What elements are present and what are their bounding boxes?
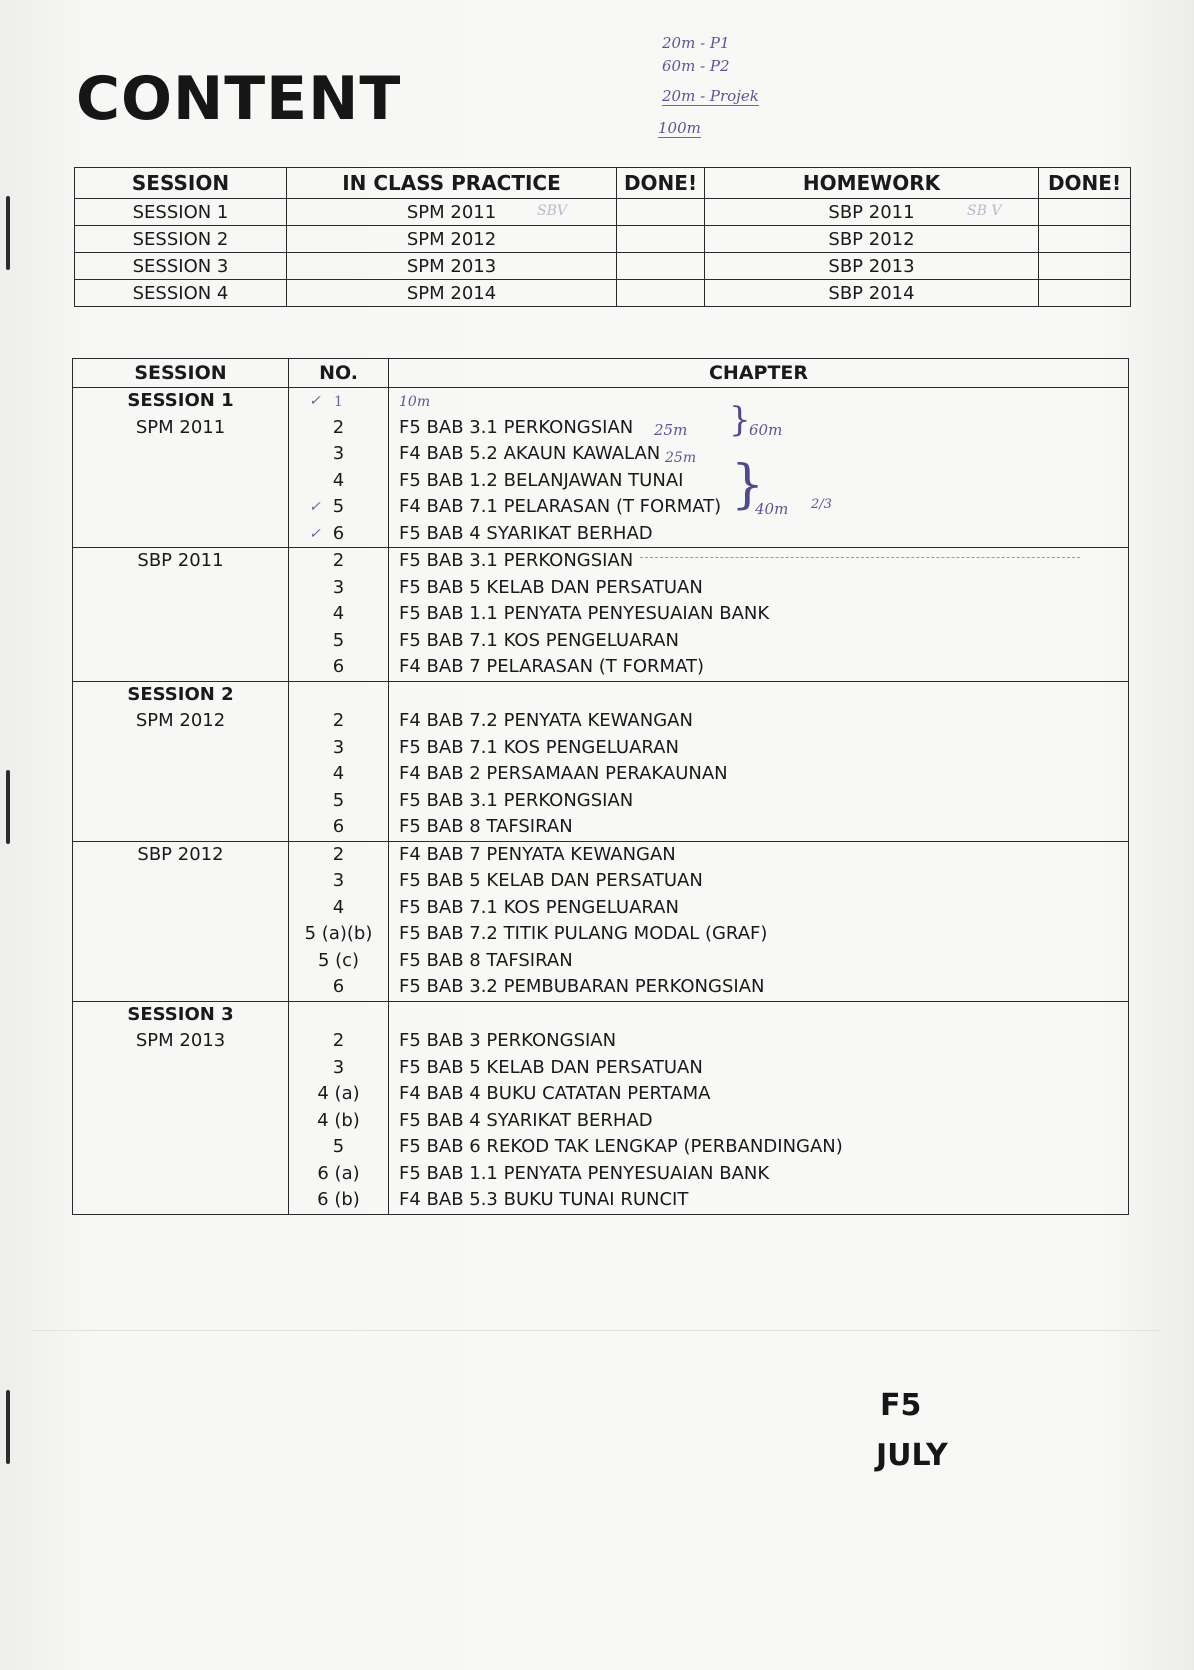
schedule-homework: SBP 2014	[705, 280, 1039, 307]
header-session: SESSION	[75, 168, 287, 199]
chapter-item: F5 BAB 1.1 PENYATA PENYESUAIAN BANK	[399, 1162, 770, 1184]
schedule-row	[75, 199, 1131, 226]
brace-icon: }	[731, 455, 765, 515]
schedule-homework: SBP 2011	[828, 201, 915, 223]
chapter-item: F5 BAB 3.1 PERKONGSIAN 25m } 60m	[399, 415, 1128, 442]
note-mark-total: 100m	[658, 119, 701, 137]
note-mark-projek: 20m - Projek	[662, 87, 759, 105]
group-paper: SPM 2013	[135, 1030, 226, 1051]
chapter-item: F4 BAB 2 PERSAMAAN PERAKAUNAN	[399, 763, 728, 784]
chapter-item	[399, 388, 1128, 415]
schedule-done-checkbox[interactable]	[617, 253, 705, 280]
header-no: NO.	[289, 359, 389, 388]
chapter-header-row	[73, 359, 1129, 388]
paper-fold-line	[30, 1330, 1160, 1331]
chapter-item: F5 BAB 7.1 KOS PENGELUARAN	[399, 629, 679, 651]
schedule-session: SESSION 1	[75, 199, 287, 226]
schedule-table	[74, 167, 1131, 307]
chapter-item	[399, 1002, 1128, 1029]
group-chapter-cell	[389, 841, 1129, 1001]
question-no: 2	[332, 416, 345, 438]
question-no: 2	[332, 710, 345, 731]
question-no: 2	[332, 1030, 345, 1051]
chapter-item: F5 BAB 8 TAFSIRAN	[399, 816, 573, 837]
question-no: 6	[332, 656, 345, 677]
group-paper: SBP 2012	[137, 843, 224, 865]
chapter-group	[73, 681, 1129, 841]
question-no	[289, 1002, 388, 1029]
schedule-homework: SBP 2012	[705, 226, 1039, 253]
schedule-done-checkbox[interactable]	[617, 199, 705, 226]
header-done: DONE!	[617, 168, 705, 199]
group-chapter-cell	[389, 548, 1129, 682]
header-session: SESSION	[73, 359, 289, 388]
check-mark-icon: ✓	[309, 525, 321, 542]
schedule-session: SESSION 3	[75, 253, 287, 280]
chapter-item: F5 BAB 7.2 TITIK PULANG MODAL (GRAF)	[399, 923, 768, 944]
question-no: 3	[332, 1056, 345, 1078]
check-mark-icon: ✓	[309, 499, 321, 515]
schedule-row	[75, 280, 1131, 307]
header-chapter: CHAPTER	[389, 359, 1129, 388]
check-mark-icon: ✓	[309, 393, 321, 409]
schedule-homework-cell	[705, 199, 1039, 226]
schedule-done-checkbox[interactable]	[1039, 199, 1131, 226]
group-session: SESSION 2	[127, 683, 234, 705]
group-paper: SBP 2011	[137, 550, 224, 571]
schedule-session: SESSION 4	[75, 280, 287, 307]
schedule-done-checkbox[interactable]	[617, 280, 705, 307]
question-no: 4	[332, 603, 345, 624]
note-time: 25m	[654, 420, 688, 439]
footer-form: F5	[880, 1388, 922, 1423]
chapter-item: F5 BAB 5 KELAB DAN PERSATUAN	[399, 1056, 703, 1078]
group-session: SESSION 3	[127, 1003, 234, 1025]
question-no	[289, 682, 388, 709]
note-mark-p2: 60m - P2	[662, 57, 730, 75]
group-session: SESSION 1	[127, 390, 234, 411]
question-no: 4 (b)	[317, 1109, 360, 1131]
schedule-session: SESSION 2	[75, 226, 287, 253]
group-chapter-cell	[389, 681, 1129, 841]
binder-hole-mark	[6, 196, 10, 270]
group-paper: SPM 2011	[135, 416, 226, 438]
group-session-cell	[73, 681, 289, 841]
schedule-class-cell	[287, 199, 617, 226]
question-no: 3	[332, 576, 345, 598]
note-sbv: SB V	[967, 203, 1002, 219]
chapter-item: F5 BAB 5 KELAB DAN PERSATUAN	[399, 870, 703, 891]
chapter-group	[73, 841, 1129, 1001]
note-fraction: 2/3	[811, 497, 832, 512]
chapter-item: F5 BAB 3 PERKONGSIAN	[399, 1030, 617, 1051]
question-no: ✓ 1	[289, 388, 388, 415]
question-no: 2	[332, 843, 345, 865]
chapter-item: F4 BAB 7 PENYATA KEWANGAN	[399, 843, 676, 865]
group-chapter-cell	[389, 388, 1129, 548]
question-no: 4	[332, 469, 345, 491]
schedule-row	[75, 226, 1131, 253]
chapter-item	[399, 682, 1128, 709]
group-chapter-cell	[389, 1001, 1129, 1214]
chapter-item: F4 BAB 7.2 PENYATA KEWANGAN	[399, 710, 693, 731]
chapter-table	[72, 358, 1129, 1215]
chapter-item: F5 BAB 4 SYARIKAT BERHAD	[399, 522, 653, 544]
chapter-item: F5 BAB 7.1 KOS PENGELUARAN	[399, 736, 679, 758]
chapter-item: F5 BAB 3.1 PERKONGSIAN	[399, 789, 634, 811]
note-time: 60m	[749, 420, 783, 439]
schedule-class: SPM 2014	[287, 280, 617, 307]
header-done: DONE!	[1039, 168, 1131, 199]
chapter-item: F4 BAB 7 PELARASAN (T FORMAT)	[399, 656, 704, 677]
note-time: 10m	[399, 394, 431, 410]
chapter-item: F4 BAB 5.2 AKAUN KAWALAN 25m	[399, 441, 1128, 468]
binder-hole-mark	[6, 770, 10, 844]
question-no: 6	[332, 976, 345, 997]
chapter-item: F5 BAB 3.1 PERKONGSIAN	[399, 550, 634, 571]
chapter-item: F5 BAB 1.2 BELANJAWAN TUNAI	[399, 469, 684, 491]
chapter-group	[73, 1001, 1129, 1214]
question-no: 5 (a)(b)	[304, 923, 373, 944]
chapter-item: F5 BAB 4 SYARIKAT BERHAD	[399, 1109, 653, 1131]
question-no: 3	[332, 870, 345, 891]
question-no: 5 (c)	[317, 949, 360, 971]
chapter-item: F4 BAB 5.3 BUKU TUNAI RUNCIT	[399, 1189, 689, 1210]
question-no: 4	[332, 896, 345, 918]
question-no: 6 (a)	[317, 1162, 360, 1184]
question-no: 5	[332, 1136, 345, 1157]
schedule-done-checkbox[interactable]	[1039, 226, 1131, 253]
schedule-class: SPM 2011	[406, 201, 497, 223]
schedule-row	[75, 253, 1131, 280]
schedule-done-checkbox[interactable]	[617, 226, 705, 253]
note-sbv: SBV	[537, 203, 567, 219]
group-session-cell	[73, 841, 289, 1001]
pencil-dashed-line	[640, 557, 1080, 558]
question-no: 5	[332, 629, 345, 651]
group-no-cell	[289, 548, 389, 682]
note-time: 40m	[755, 500, 789, 518]
question-no: ✓ 6	[289, 521, 388, 548]
page-title: CONTENT	[76, 64, 402, 134]
question-no: ✓ 5	[289, 494, 388, 521]
group-session-cell	[73, 548, 289, 682]
chapter-item: F5 BAB 6 REKOD TAK LENGKAP (PERBANDINGAN)	[399, 1136, 843, 1157]
group-no-cell	[289, 1001, 389, 1214]
brace-icon: }	[729, 399, 751, 440]
schedule-class: SPM 2013	[287, 253, 617, 280]
chapter-item: F5 BAB 1.1 PENYATA PENYESUAIAN BANK	[399, 603, 770, 624]
binder-hole-mark	[6, 1390, 10, 1464]
chapter-item: F5 BAB 7.1 KOS PENGELUARAN	[399, 896, 679, 918]
question-no: 3	[332, 443, 345, 464]
chapter-item: F5 BAB 8 TAFSIRAN	[399, 949, 573, 971]
schedule-class: SPM 2012	[287, 226, 617, 253]
group-paper: SPM 2012	[135, 710, 226, 731]
question-no: 6	[332, 816, 345, 837]
group-no-cell	[289, 841, 389, 1001]
schedule-header-row	[75, 168, 1131, 199]
group-session-cell	[73, 1001, 289, 1214]
chapter-item: F4 BAB 7.1 PELARASAN (T FORMAT) } 40m 2/3	[399, 494, 1128, 521]
question-no: 5	[332, 789, 345, 811]
question-no: 6 (b)	[317, 1189, 360, 1210]
group-no-cell	[289, 388, 389, 548]
question-no: 4 (a)	[317, 1083, 360, 1104]
header-in-class-practice: IN CLASS PRACTICE	[287, 168, 617, 199]
schedule-done-checkbox[interactable]	[1039, 280, 1131, 307]
schedule-done-checkbox[interactable]	[1039, 253, 1131, 280]
chapter-group	[73, 388, 1129, 548]
header-homework: HOMEWORK	[705, 168, 1039, 199]
note-mark-p1: 20m - P1	[662, 34, 730, 52]
question-no: 3	[332, 736, 345, 758]
chapter-item: F4 BAB 4 BUKU CATATAN PERTAMA	[399, 1083, 711, 1104]
question-no: 2	[332, 550, 345, 571]
note-time: 25m	[665, 450, 697, 466]
chapter-item: F5 BAB 5 KELAB DAN PERSATUAN	[399, 576, 703, 598]
footer-month: JULY	[876, 1438, 948, 1473]
group-no-cell	[289, 681, 389, 841]
group-session-cell	[73, 388, 289, 548]
question-no: 4	[332, 763, 345, 784]
chapter-item: F5 BAB 3.2 PEMBUBARAN PERKONGSIAN	[399, 976, 765, 997]
chapter-group	[73, 548, 1129, 682]
schedule-homework: SBP 2013	[705, 253, 1039, 280]
